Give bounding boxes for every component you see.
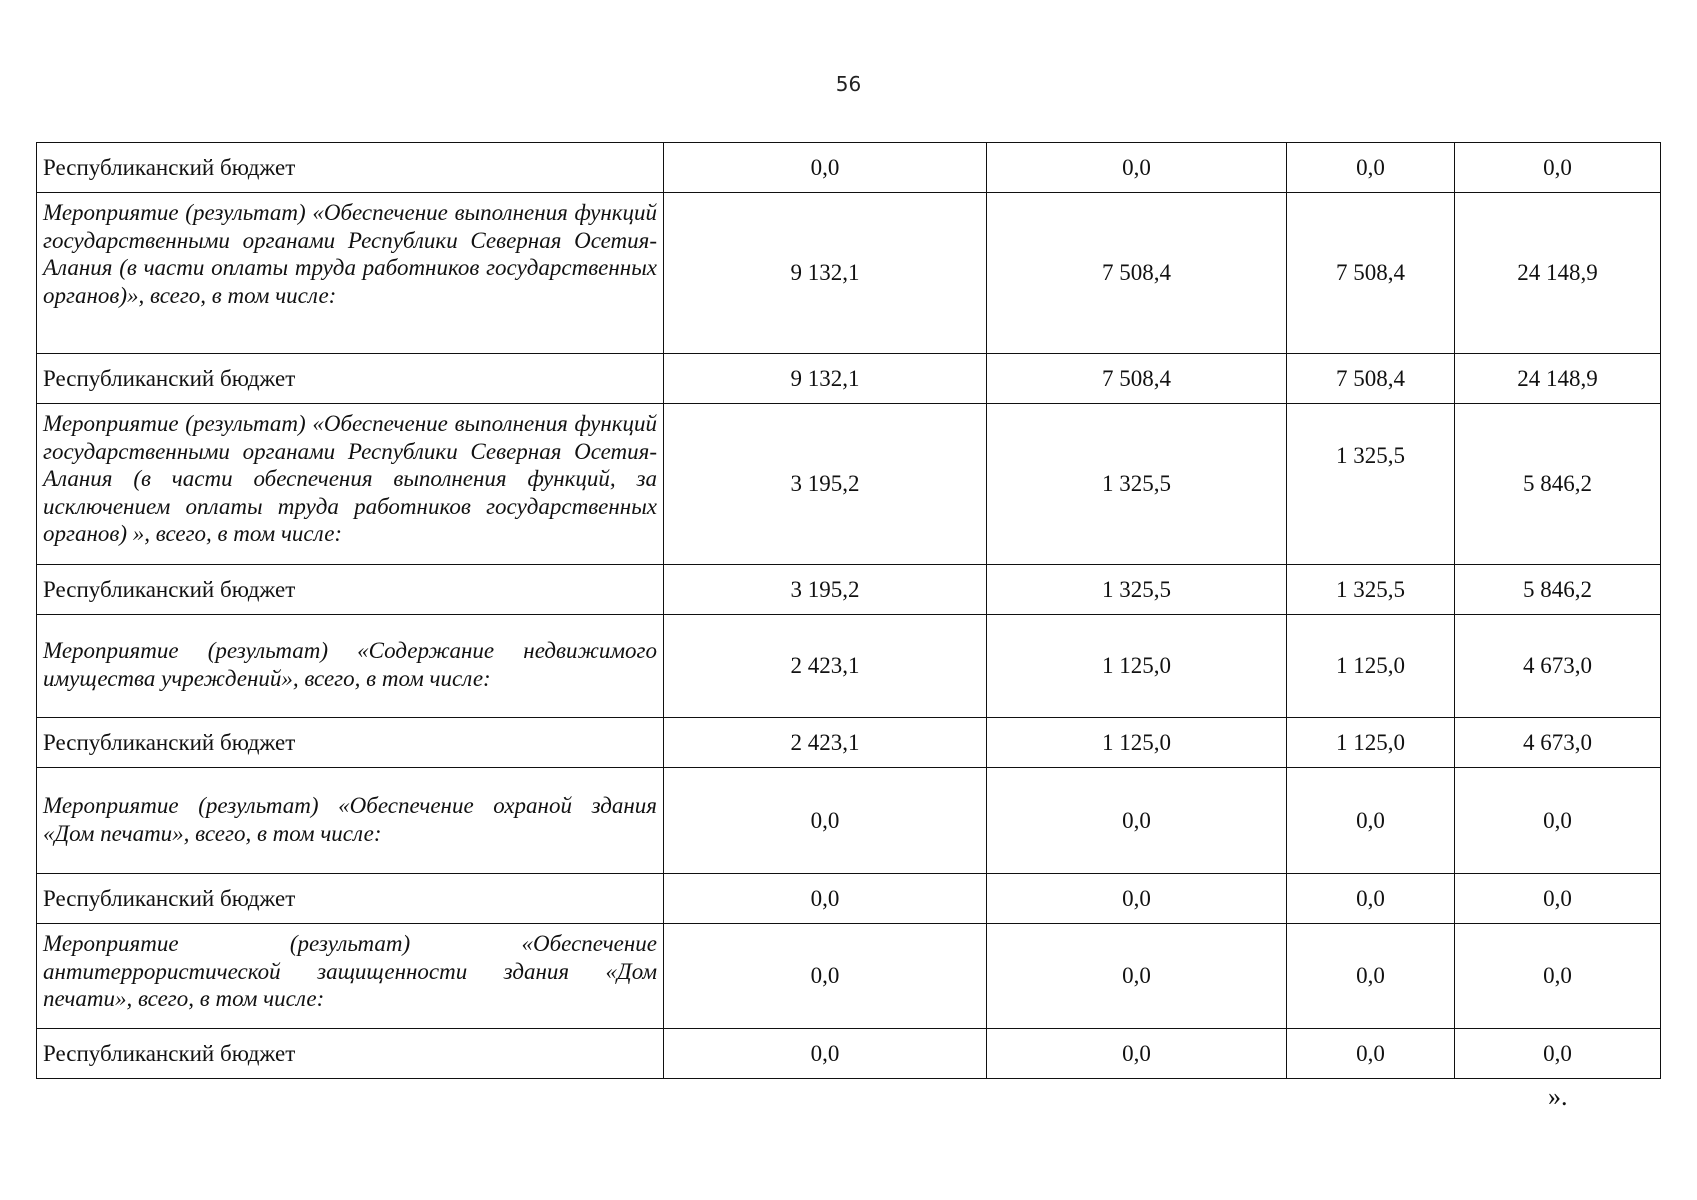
- activity-name: Мероприятие (результат) «Содержание недвижимого имущества учреждений», всего, в том числе:: [37, 615, 664, 718]
- value-cell: 2 423,1: [664, 718, 987, 768]
- table-row: [37, 193, 1661, 354]
- page-number: 56: [835, 72, 862, 96]
- value-cell: 0,0: [987, 874, 1287, 924]
- value-cell: 0,0: [1455, 768, 1661, 874]
- row-name: Республиканский бюджет: [37, 354, 664, 404]
- table-row: [37, 874, 1661, 924]
- activity-name: Мероприятие (результат) «Обеспечение охраной здания «Дом печати», всего, в том числе:: [37, 768, 664, 874]
- value-cell: 0,0: [1287, 874, 1455, 924]
- table-row: [37, 565, 1661, 615]
- value-cell: 2 423,1: [664, 615, 987, 718]
- budget-table: [36, 142, 1661, 1079]
- value-cell: 1 125,0: [1287, 615, 1455, 718]
- table-row: [37, 768, 1661, 874]
- table-row: [37, 143, 1661, 193]
- value-cell: 5 846,2: [1455, 404, 1661, 565]
- value-cell: 1 125,0: [987, 718, 1287, 768]
- table-row: [37, 924, 1661, 1029]
- table-row: [37, 615, 1661, 718]
- value-cell: 0,0: [664, 143, 987, 193]
- row-name: Республиканский бюджет: [37, 565, 664, 615]
- value-cell: 0,0: [664, 768, 987, 874]
- value-cell: 3 195,2: [664, 565, 987, 615]
- value-cell: 5 846,2: [1455, 565, 1661, 615]
- row-name: Республиканский бюджет: [37, 718, 664, 768]
- table-row: [37, 718, 1661, 768]
- value-cell: 4 673,0: [1455, 615, 1661, 718]
- value-cell: 24 148,9: [1455, 193, 1661, 354]
- table-row: [37, 404, 1661, 565]
- value-cell: 1 325,5: [987, 404, 1287, 565]
- row-name: Республиканский бюджет: [37, 1029, 664, 1079]
- value-cell: 0,0: [1455, 143, 1661, 193]
- value-cell: 0,0: [664, 1029, 987, 1079]
- value-cell: 4 673,0: [1455, 718, 1661, 768]
- value-cell: 1 325,5: [1287, 404, 1455, 565]
- value-cell: 0,0: [1287, 143, 1455, 193]
- value-cell: 7 508,4: [1287, 354, 1455, 404]
- value-cell: 7 508,4: [987, 354, 1287, 404]
- value-cell: 0,0: [664, 874, 987, 924]
- value-cell: 7 508,4: [1287, 193, 1455, 354]
- activity-name: Мероприятие (результат) «Обеспечение выполнения функций государственными органами Республики Северная Осетия-Алания (в части обеспечения выполнения функций, за исключением оплаты труда работников государственных органов) », всего, в том числе:: [37, 404, 664, 565]
- value-cell: 1 125,0: [987, 615, 1287, 718]
- value-cell: 0,0: [1287, 924, 1455, 1029]
- value-cell: 24 148,9: [1455, 354, 1661, 404]
- value-cell: 0,0: [664, 924, 987, 1029]
- value-cell: 0,0: [1455, 1029, 1661, 1079]
- value-cell: 0,0: [1455, 924, 1661, 1029]
- value-cell: 0,0: [1455, 874, 1661, 924]
- row-name: Республиканский бюджет: [37, 143, 664, 193]
- value-cell: 0,0: [1287, 1029, 1455, 1079]
- closing-quote-mark: ».: [1548, 1082, 1568, 1111]
- value-cell: 0,0: [987, 768, 1287, 874]
- value-cell: 0,0: [1287, 768, 1455, 874]
- value-cell: 0,0: [987, 924, 1287, 1029]
- table-row: [37, 354, 1661, 404]
- activity-name: Мероприятие (результат) «Обеспечение выполнения функций государственными органами Республики Северная Осетия-Алания (в части оплаты труда работников государственных органов)», всего, в том числе:: [37, 193, 664, 354]
- activity-name: Мероприятие (результат) «Обеспечение антитеррористической защищенности здания «Дом печати», всего, в том числе:: [37, 924, 664, 1029]
- value-cell: 0,0: [987, 1029, 1287, 1079]
- value-cell: 1 325,5: [1287, 565, 1455, 615]
- value-cell: 1 125,0: [1287, 718, 1455, 768]
- value-cell: 7 508,4: [987, 193, 1287, 354]
- value-cell: 0,0: [987, 143, 1287, 193]
- value-cell: 9 132,1: [664, 354, 987, 404]
- row-name: Республиканский бюджет: [37, 874, 664, 924]
- value-cell: 3 195,2: [664, 404, 987, 565]
- value-cell: 1 325,5: [987, 565, 1287, 615]
- table-row: [37, 1029, 1661, 1079]
- value-cell: 9 132,1: [664, 193, 987, 354]
